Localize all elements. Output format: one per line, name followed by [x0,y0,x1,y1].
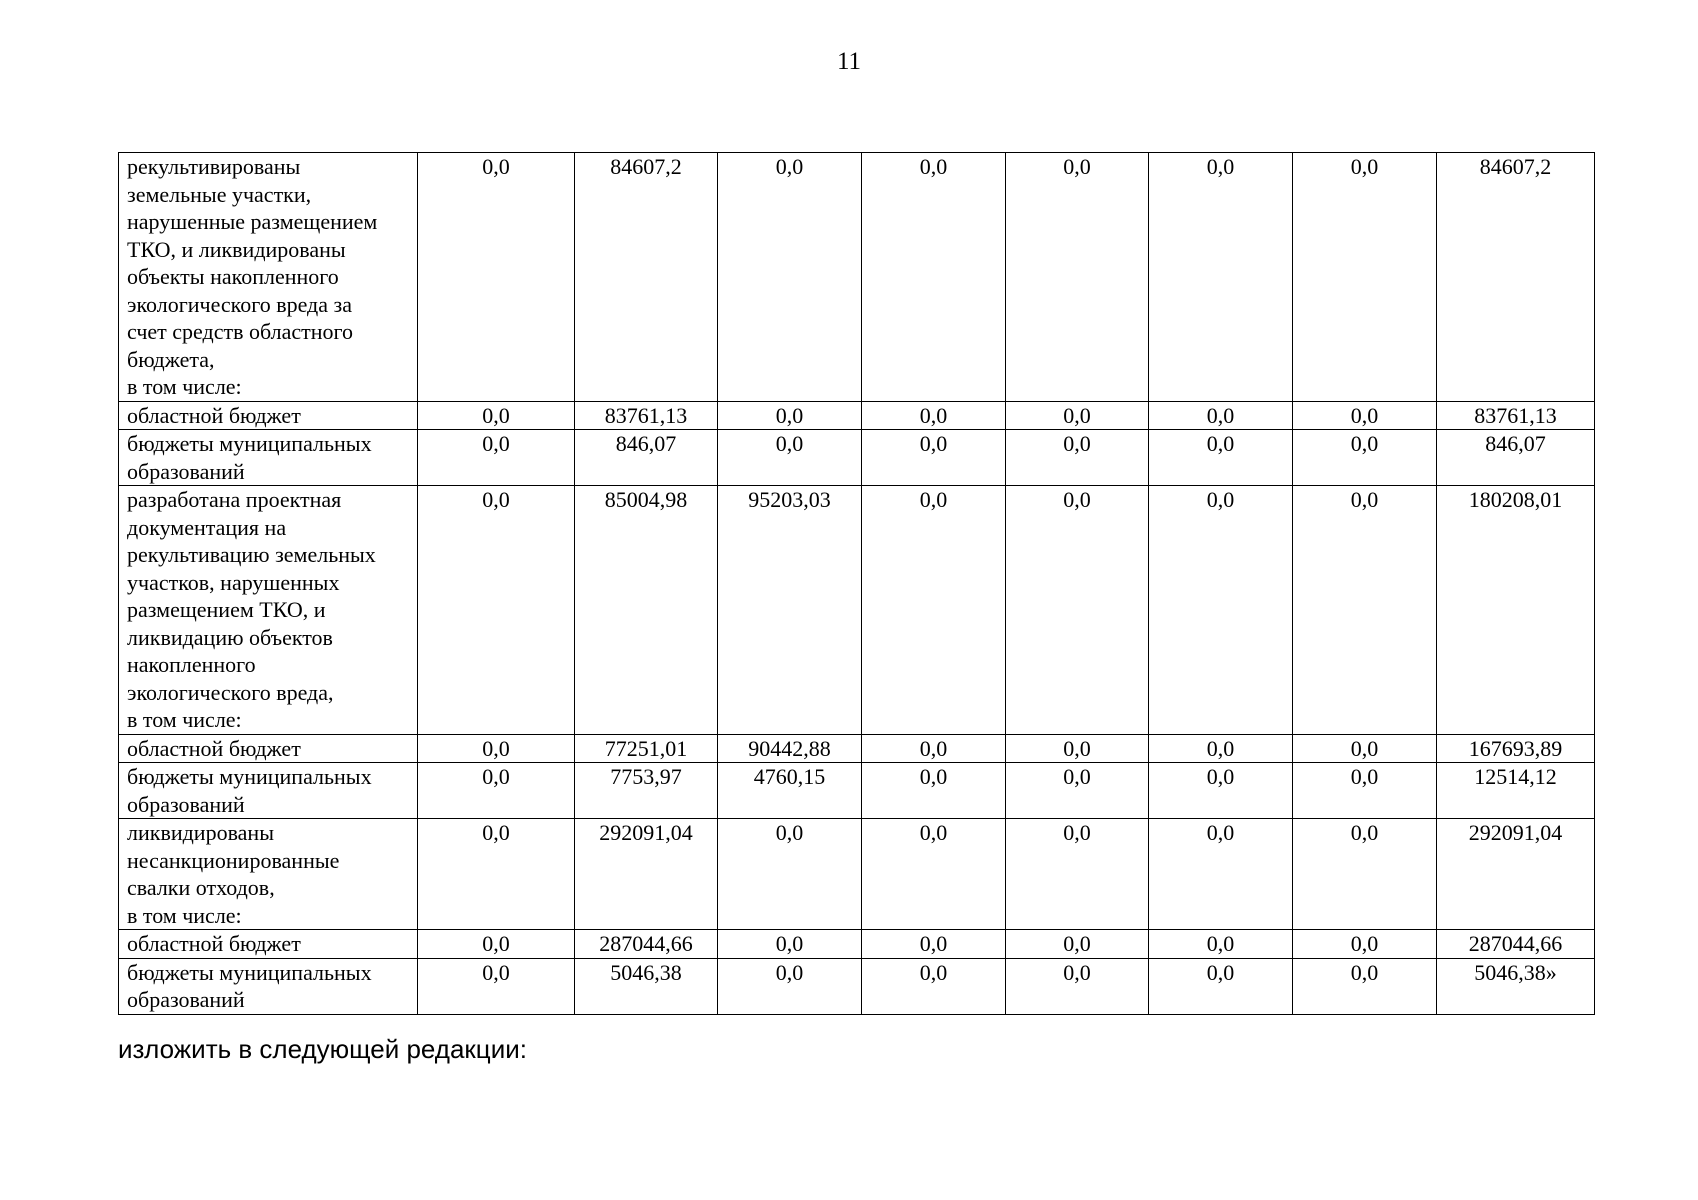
value-cell: 0,0 [1006,763,1149,819]
value-cell: 0,0 [1006,486,1149,735]
value-cell: 90442,88 [718,734,862,763]
row-label: рекультивированы земельные участки, нарушенные размещением ТКО, и ликвидированы объекты накопленного экологического вреда за счет средств областного бюджета, в том числе: [119,153,418,402]
value-cell: 0,0 [1149,958,1293,1014]
value-cell: 0,0 [1149,930,1293,959]
value-cell: 287044,66 [575,930,718,959]
value-cell: 0,0 [718,819,862,930]
value-cell: 0,0 [862,930,1006,959]
value-cell: 0,0 [1293,153,1437,402]
value-cell: 0,0 [718,930,862,959]
row-label: областной бюджет [119,734,418,763]
value-cell: 0,0 [1006,819,1149,930]
value-cell: 0,0 [718,958,862,1014]
value-cell: 287044,66 [1437,930,1595,959]
value-cell: 0,0 [1149,486,1293,735]
value-cell: 0,0 [1149,153,1293,402]
value-cell: 95203,03 [718,486,862,735]
value-cell: 0,0 [418,153,575,402]
value-cell: 0,0 [1149,819,1293,930]
value-cell: 0,0 [1293,930,1437,959]
value-cell: 0,0 [418,958,575,1014]
value-cell: 0,0 [418,401,575,430]
table-row [119,430,1595,486]
value-cell: 83761,13 [1437,401,1595,430]
footer-text: изложить в следующей редакции: [118,1034,527,1064]
value-cell: 0,0 [1293,430,1437,486]
table-row [119,819,1595,930]
row-label: разработана проектная документация на рекультивацию земельных участков, нарушенных размещением ТКО, и ликвидацию объектов накопленного экологического вреда, в том числе: [119,486,418,735]
value-cell: 292091,04 [1437,819,1595,930]
value-cell: 0,0 [418,734,575,763]
value-cell: 7753,97 [575,763,718,819]
value-cell: 0,0 [1149,734,1293,763]
table-row [119,153,1595,402]
row-label: областной бюджет [119,930,418,959]
table-row [119,763,1595,819]
value-cell: 0,0 [862,430,1006,486]
value-cell: 85004,98 [575,486,718,735]
value-cell: 0,0 [1293,401,1437,430]
value-cell: 0,0 [418,763,575,819]
table-row [119,958,1595,1014]
value-cell: 0,0 [418,486,575,735]
value-cell: 0,0 [1293,486,1437,735]
table-row [119,486,1595,735]
value-cell: 84607,2 [575,153,718,402]
row-label: областной бюджет [119,401,418,430]
value-cell: 0,0 [862,819,1006,930]
value-cell: 292091,04 [575,819,718,930]
value-cell: 5046,38» [1437,958,1595,1014]
value-cell: 0,0 [1006,930,1149,959]
value-cell: 83761,13 [575,401,718,430]
budget-table [118,152,1595,1015]
value-cell: 0,0 [418,430,575,486]
value-cell: 5046,38 [575,958,718,1014]
value-cell: 0,0 [718,153,862,402]
value-cell: 0,0 [718,430,862,486]
value-cell: 0,0 [1293,819,1437,930]
value-cell: 12514,12 [1437,763,1595,819]
value-cell: 0,0 [1006,734,1149,763]
value-cell: 0,0 [862,153,1006,402]
value-cell: 0,0 [862,958,1006,1014]
value-cell: 180208,01 [1437,486,1595,735]
value-cell: 0,0 [1149,430,1293,486]
table-body [119,153,1595,1015]
table-row [119,401,1595,430]
value-cell: 0,0 [1293,763,1437,819]
value-cell: 0,0 [1006,430,1149,486]
value-cell: 0,0 [1293,958,1437,1014]
value-cell: 0,0 [862,486,1006,735]
value-cell: 0,0 [418,819,575,930]
value-cell: 0,0 [862,763,1006,819]
row-label: ликвидированы несанкционированные свалки отходов, в том числе: [119,819,418,930]
row-label: бюджеты муниципальных образований [119,430,418,486]
value-cell: 846,07 [1437,430,1595,486]
value-cell: 0,0 [1149,401,1293,430]
value-cell: 846,07 [575,430,718,486]
value-cell: 0,0 [718,401,862,430]
page-number: 11 [836,48,862,75]
value-cell: 167693,89 [1437,734,1595,763]
value-cell: 0,0 [862,401,1006,430]
value-cell: 0,0 [1006,153,1149,402]
value-cell: 77251,01 [575,734,718,763]
table-row [119,930,1595,959]
row-label: бюджеты муниципальных образований [119,958,418,1014]
value-cell: 0,0 [1006,958,1149,1014]
row-label: бюджеты муниципальных образований [119,763,418,819]
value-cell: 0,0 [418,930,575,959]
value-cell: 84607,2 [1437,153,1595,402]
value-cell: 0,0 [862,734,1006,763]
value-cell: 0,0 [1293,734,1437,763]
value-cell: 0,0 [1149,763,1293,819]
table-row [119,734,1595,763]
value-cell: 4760,15 [718,763,862,819]
value-cell: 0,0 [1006,401,1149,430]
